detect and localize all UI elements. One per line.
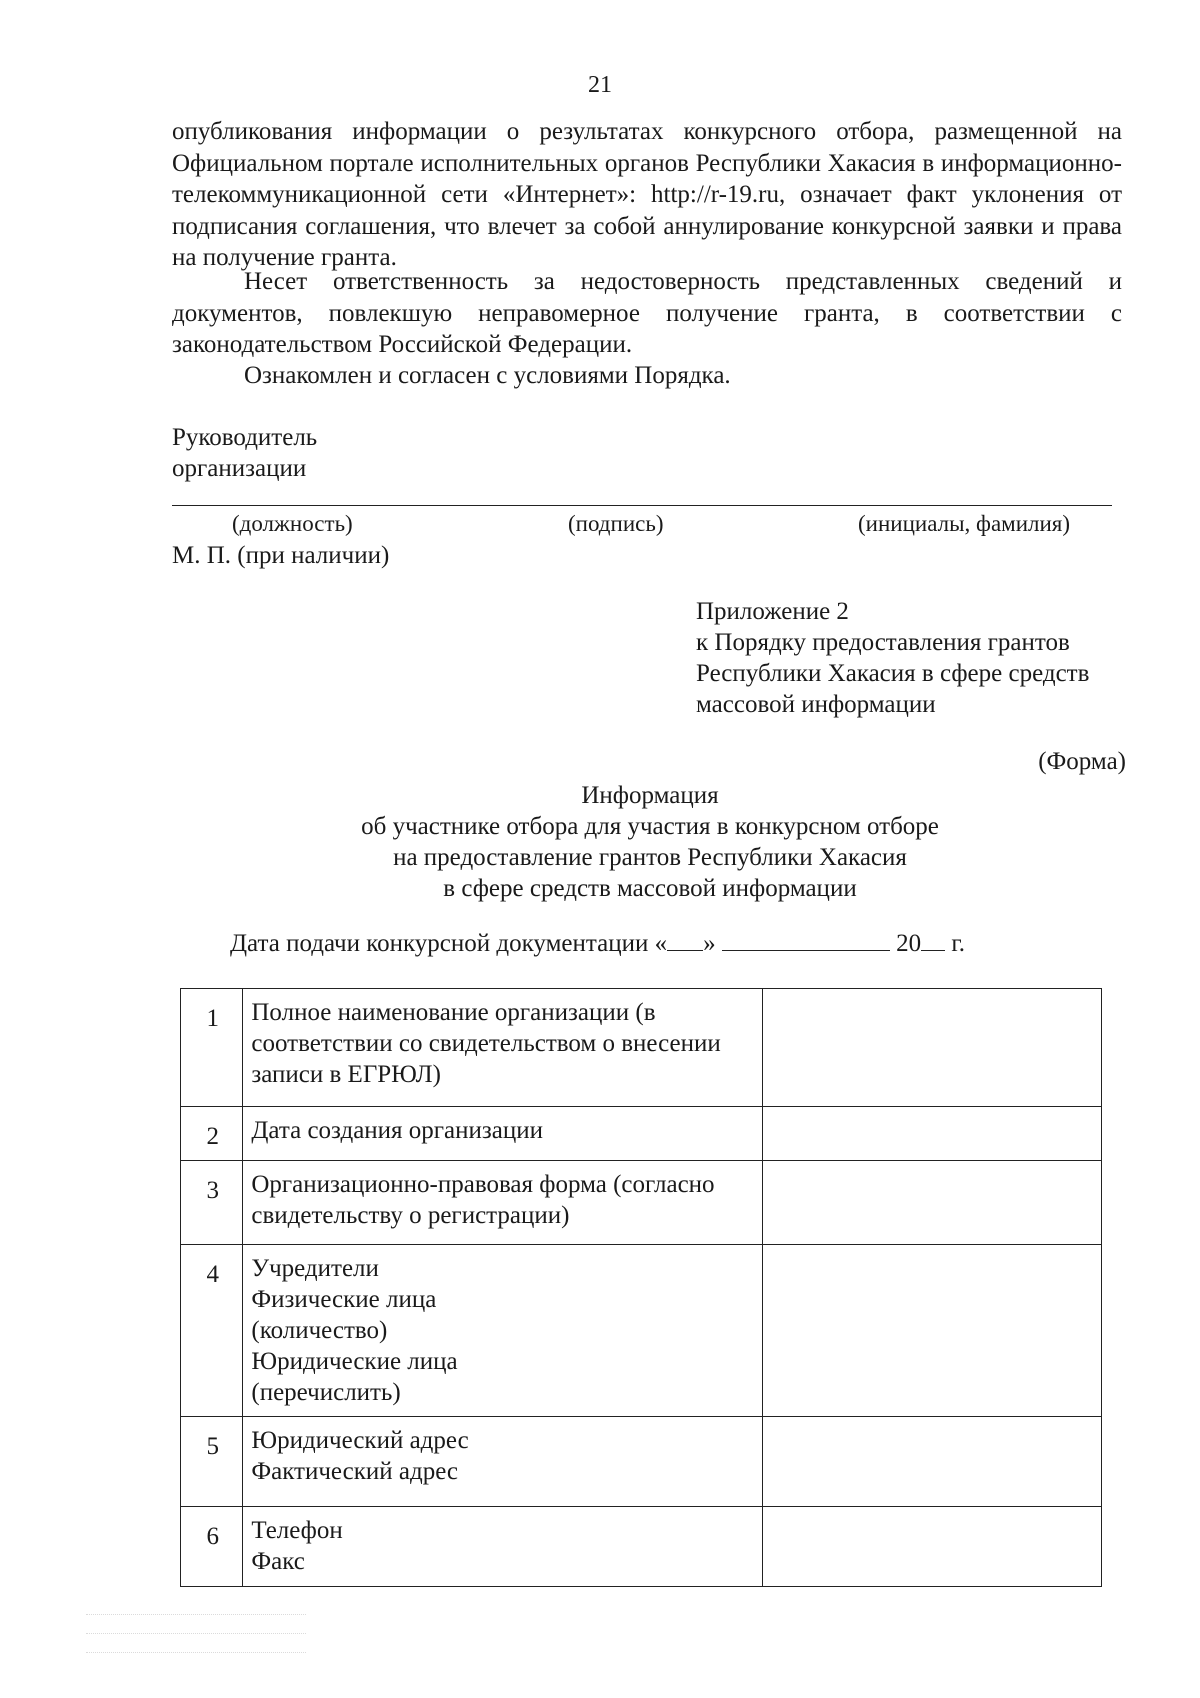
signatory-title-line2: организации [172,455,307,482]
date-prefix: Дата подачи конкурсной документации « [230,930,668,957]
row-label-line: соответствии со свидетельством о внесении [251,1030,721,1057]
date-suffix: г. [945,930,966,957]
participant-info-table [180,988,1102,1587]
form-label: (Форма) [1038,748,1126,775]
paragraph-responsibility [172,266,1122,361]
row-value-field[interactable] [762,1417,1101,1507]
row-value-field[interactable] [762,1161,1101,1245]
row-label [243,1245,762,1417]
row-number: 5 [181,1417,243,1507]
appendix-line1: Приложение 2 [696,598,849,625]
table-row [181,1245,1102,1417]
paragraph-publication: опубликования информации о результатах конкурсного отбора, размещенной на Официальном портале исполнительных органов Республики Хакасия в информационно-телекоммуникационной сети «Интернет»: http://r-19.ru, означает факт уклонения от подписания соглашения, что влечет за собой аннулирование конкурсной заявки и права на получение гранта. [172,118,1122,271]
appendix-line4: массовой информации [696,691,936,718]
row-value-field[interactable] [762,989,1101,1107]
row-label-line: Факс [251,1548,305,1575]
row-number: 1 [181,989,243,1107]
row-value-field[interactable] [762,1107,1101,1161]
row-label-line: Организационно-правовая форма (согласно [251,1171,715,1198]
table-row [181,1507,1102,1587]
row-label-line: записи в ЕГРЮЛ) [251,1061,441,1088]
year-prefix: 20 [896,930,922,957]
row-label-line: Дата создания организации [251,1117,544,1144]
row-label [243,989,762,1107]
row-label-line: Телефон [251,1517,343,1544]
faded-stamp-mark [86,1602,306,1672]
submission-date-line [230,930,965,958]
paragraph-responsibility-text: Несет ответственность за недостоверность представленных сведений и документов, повлекшую неправомерное получение гранта, в соответствии с законодательством Российской Федерации. [172,268,1122,358]
stamp-place-note: М. П. (при наличии) [172,542,390,569]
heading-line1: Информация [581,782,719,809]
label-position: (должность) [232,511,353,536]
row-number: 4 [181,1245,243,1417]
year-blank[interactable] [921,930,945,951]
paragraph-agreement: Ознакомлен и согласен с условиями Порядка. [244,362,731,389]
row-label-line: (перечислить) [251,1379,401,1406]
appendix-block [696,596,1089,720]
signature-line [172,505,1112,506]
heading-line4: в сфере средств массовой информации [443,875,857,902]
signatory-title [172,422,317,484]
label-signature: (подпись) [568,511,664,536]
row-number: 6 [181,1507,243,1587]
row-label [243,1417,762,1507]
page-number: 21 [588,72,612,98]
signatory-title-line1: Руководитель [172,424,318,451]
row-number: 2 [181,1107,243,1161]
row-label [243,1107,762,1161]
row-label-line: Юридический адрес [251,1427,469,1454]
appendix-line3: Республики Хакасия в сфере средств [696,660,1090,687]
row-label-line: свидетельству о регистрации) [251,1202,570,1229]
row-label [243,1507,762,1587]
row-value-field[interactable] [762,1245,1101,1417]
heading-line3: на предоставление грантов Республики Хакасия [393,844,907,871]
table-row [181,1161,1102,1245]
row-label-line: (количество) [251,1317,388,1344]
row-label-line: Юридические лица [251,1348,458,1375]
table-row [181,989,1102,1107]
row-label-line: Физические лица [251,1286,437,1313]
date-mid: » [703,930,716,957]
table-row [181,1107,1102,1161]
appendix-line2: к Порядку предоставления грантов [696,629,1070,656]
row-label-line: Учредители [251,1255,379,1282]
row-label-line: Фактический адрес [251,1458,459,1485]
table-row [181,1417,1102,1507]
row-value-field[interactable] [762,1507,1101,1587]
row-label [243,1161,762,1245]
day-blank[interactable] [667,930,703,951]
form-heading [0,780,1200,904]
heading-line2: об участнике отбора для участия в конкурсном отборе [361,813,939,840]
row-number: 3 [181,1161,243,1245]
label-initials-surname: (инициалы, фамилия) [858,511,1071,536]
month-blank[interactable] [722,930,890,951]
row-label-line: Полное наименование организации (в [251,999,656,1026]
